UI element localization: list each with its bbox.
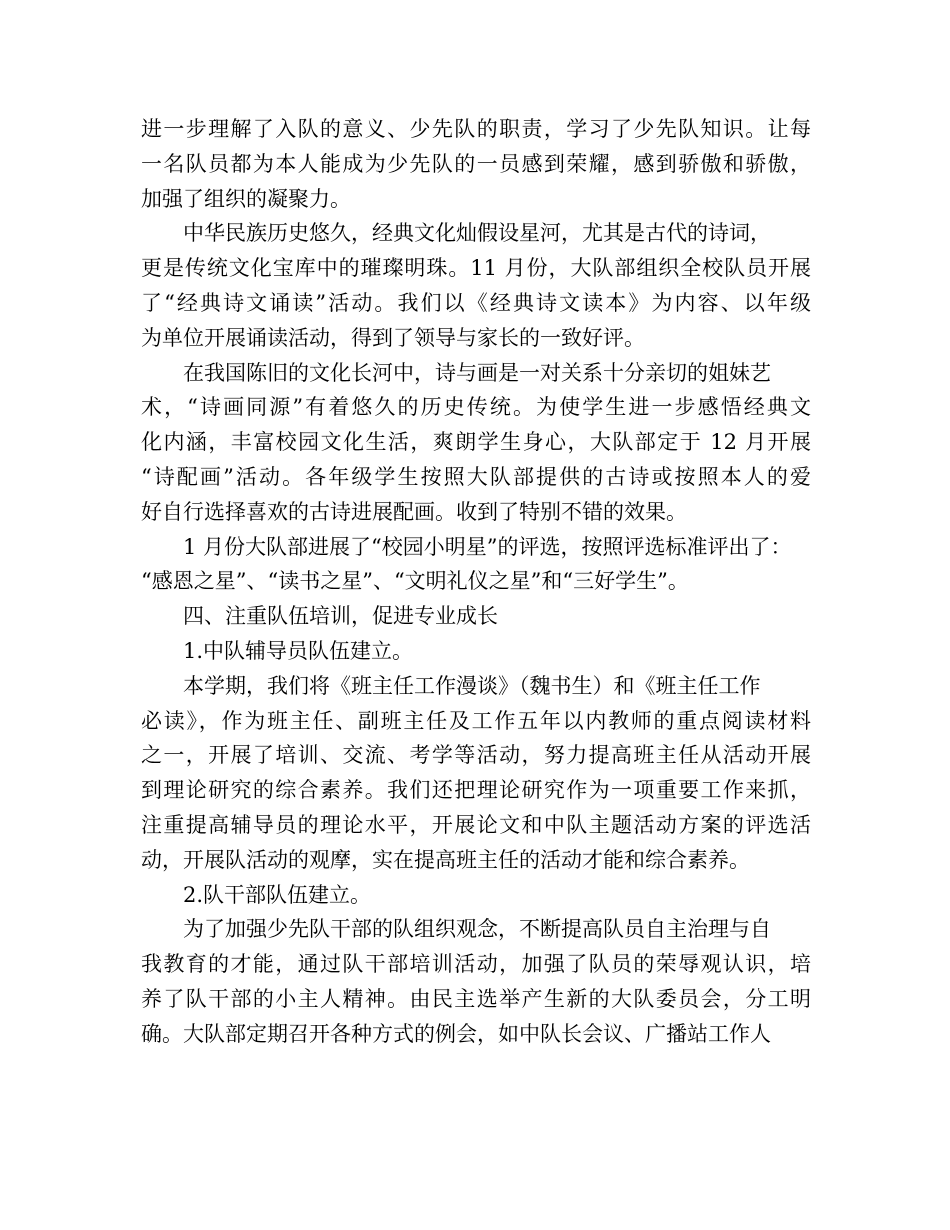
- paragraph: [141, 530, 811, 600]
- text-line: 之一，开展了培训、交流、考学等活动，努力提高班主任从活动开展: [141, 743, 811, 768]
- text-line: 四、注重队伍培训，促进专业成长: [183, 604, 498, 629]
- text-line: 注重提高辅导员的理论水平，开展论文和中队主题活动方案的评选活: [141, 812, 811, 837]
- text-line: 更是传统文化宝库中的璀璨明珠。11 月份，大队部组织全校队员开展: [141, 256, 811, 281]
- text-line: 本学期，我们将《班主任工作漫谈》（魏书生）和《班主任工作: [183, 673, 761, 698]
- paragraph: [141, 912, 811, 1051]
- text-line: 术，“诗画同源”有着悠久的历史传统。为使学生进一步感悟经典文: [141, 395, 811, 420]
- paragraph: [141, 112, 811, 216]
- text-line: 中华民族历史悠久，经典文化灿假设星河，尤其是古代的诗词，: [183, 221, 771, 246]
- paragraph: [141, 599, 811, 634]
- text-line: 确。大队部定期召开各种方式的例会，如中队长会议、广播站工作人: [141, 1021, 771, 1046]
- text-line: 加强了组织的凝聚力。: [141, 186, 351, 211]
- text-line: 在我国陈旧的文化长河中，诗与画是一对关系十分亲切的姐妹艺: [183, 360, 771, 385]
- text-line: 到理论研究的综合素养。我们还把理论研究作为一项重要工作来抓，: [141, 778, 811, 803]
- paragraph: [141, 356, 811, 530]
- text-line: 必读》，作为班主任、副班主任及工作五年以内教师的重点阅读材料: [141, 708, 811, 733]
- text-line: 动，开展队活动的观摩，实在提高班主任的活动才能和综合素养。: [141, 847, 750, 872]
- text-line: 为单位开展诵读活动，得到了领导与家长的一致好评。: [141, 325, 645, 350]
- document-body: [141, 112, 811, 1052]
- text-line: 进一步理解了入队的意义、少先队的职责，学习了少先队知识。让每: [141, 117, 811, 141]
- text-line: 1.中队辅导员队伍建立。: [183, 638, 414, 663]
- text-line: 一名队员都为本人能成为少先队的一员感到荣耀，感到骄傲和骄傲，: [141, 151, 811, 176]
- text-line: 2.队干部队伍建立。: [183, 882, 372, 907]
- paragraph: [141, 878, 811, 913]
- document-page: [141, 112, 811, 1052]
- paragraph: [141, 216, 811, 355]
- text-line: 了“经典诗文诵读”活动。我们以《经典诗文读本》为内容、以年级: [141, 290, 811, 315]
- text-line: 好自行选择喜欢的古诗进展配画。收到了特别不错的效果。: [141, 499, 687, 524]
- text-line: “感恩之星”、“读书之星”、“文明礼仪之星”和“三好学生”。: [141, 569, 689, 594]
- text-line: 1 月份大队部进展了“校园小明星”的评选，按照评选标准评出了：: [183, 534, 792, 559]
- text-line: 我教育的才能，通过队干部培训活动，加强了队员的荣辱观认识，培: [141, 952, 811, 977]
- paragraph: [141, 634, 811, 669]
- text-line: “诗配画”活动。各年级学生按照大队部提供的古诗或按照本人的爱: [141, 464, 811, 489]
- text-line: 化内涵，丰富校园文化生活，爽朗学生身心，大队部定于 12 月开展: [141, 430, 811, 455]
- text-line: 为了加强少先队干部的队组织观念，不断提高队员自主治理与自: [183, 917, 771, 942]
- text-line: 养了队干部的小主人精神。由民主选举产生新的大队委员会，分工明: [141, 986, 811, 1011]
- paragraph: [141, 669, 811, 878]
